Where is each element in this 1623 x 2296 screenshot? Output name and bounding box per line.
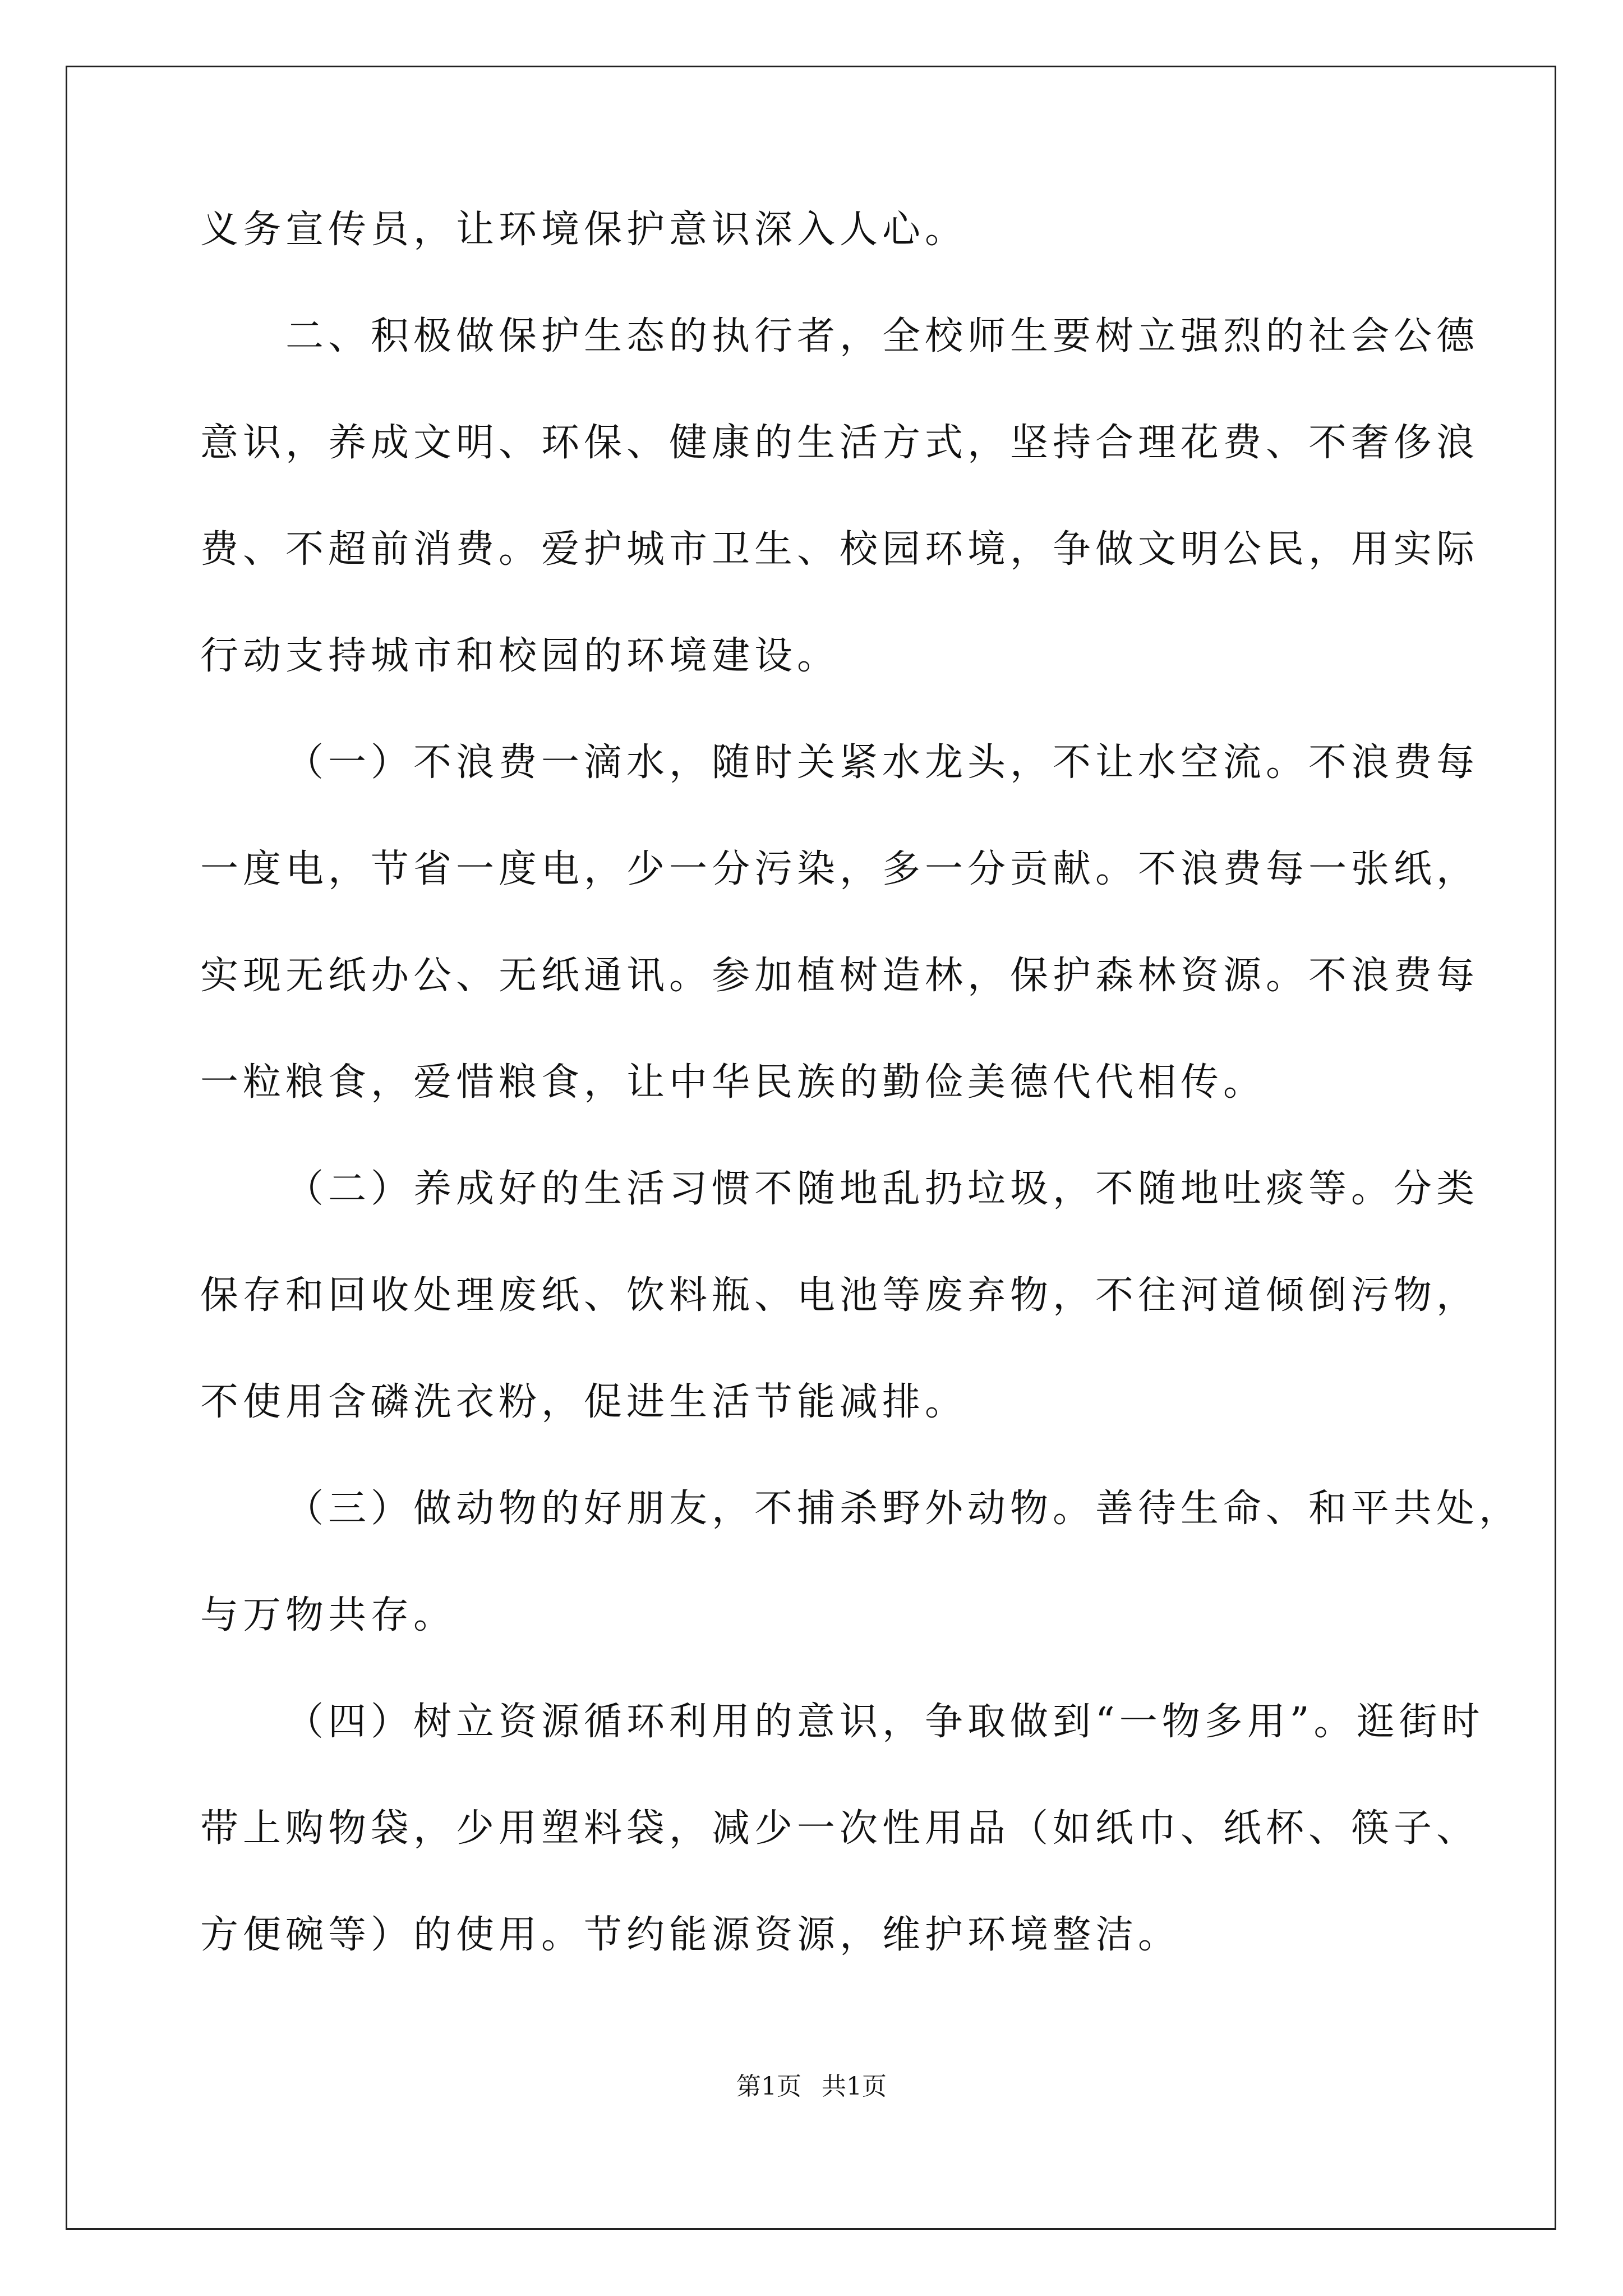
- text-line: 与万物共存。: [200, 1593, 457, 1637]
- text-line: 行动支持城市和校园的环境建设。: [200, 634, 840, 678]
- text-line: 实现无纸办公、无纸通讯。参加植树造林，保护森林资源。不浪费每: [200, 954, 1479, 998]
- text-line: 费、不超前消费。爱护城市卫生、校园环境，争做文明公民，用实际: [200, 527, 1479, 572]
- page-total: 共1页: [822, 2072, 887, 2101]
- text-line: 不使用含磷洗衣粉，促进生活节能减排。: [200, 1380, 968, 1424]
- text-line: 方便碗等）的使用。节约能源资源，维护环境整洁。: [200, 1913, 1181, 1957]
- text-line: 一度电，节省一度电，少一分污染，多一分贡献。不浪费每一张纸，: [200, 847, 1479, 891]
- paragraph-start-line: （三）做动物的好朋友，不捕杀野外动物。善待生命、和平共处，: [285, 1487, 1522, 1531]
- page-footer: [0, 2070, 1623, 2104]
- text-line: 义务宣传员，让环境保护意识深入人心。: [200, 208, 968, 252]
- paragraph-start-line: 二、积极做保护生态的执行者，全校师生要树立强烈的社会公德: [285, 314, 1479, 358]
- text-line: 意识，养成文明、环保、健康的生活方式，坚持合理花费、不奢侈浪: [200, 421, 1479, 465]
- text-line: 带上购物袋，少用塑料袋，减少一次性用品（如纸巾、纸杯、筷子、: [200, 1806, 1479, 1851]
- paragraph-start-line: （二）养成好的生活习惯不随地乱扔垃圾，不随地吐痰等。分类: [285, 1167, 1479, 1211]
- paragraph-start-line: （一）不浪费一滴水，随时关紧水龙头，不让水空流。不浪费每: [285, 740, 1479, 785]
- paragraph-start-line: （四）树立资源循环利用的意识，争取做到“一物多用”。逛街时: [285, 1700, 1484, 1744]
- text-line: 一粒粮食，爱惜粮食，让中华民族的勤俭美德代代相传。: [200, 1060, 1266, 1105]
- page-number: 第1页: [736, 2072, 801, 2101]
- text-line: 保存和回收处理废纸、饮料瓶、电池等废弃物，不往河道倾倒污物，: [200, 1273, 1479, 1318]
